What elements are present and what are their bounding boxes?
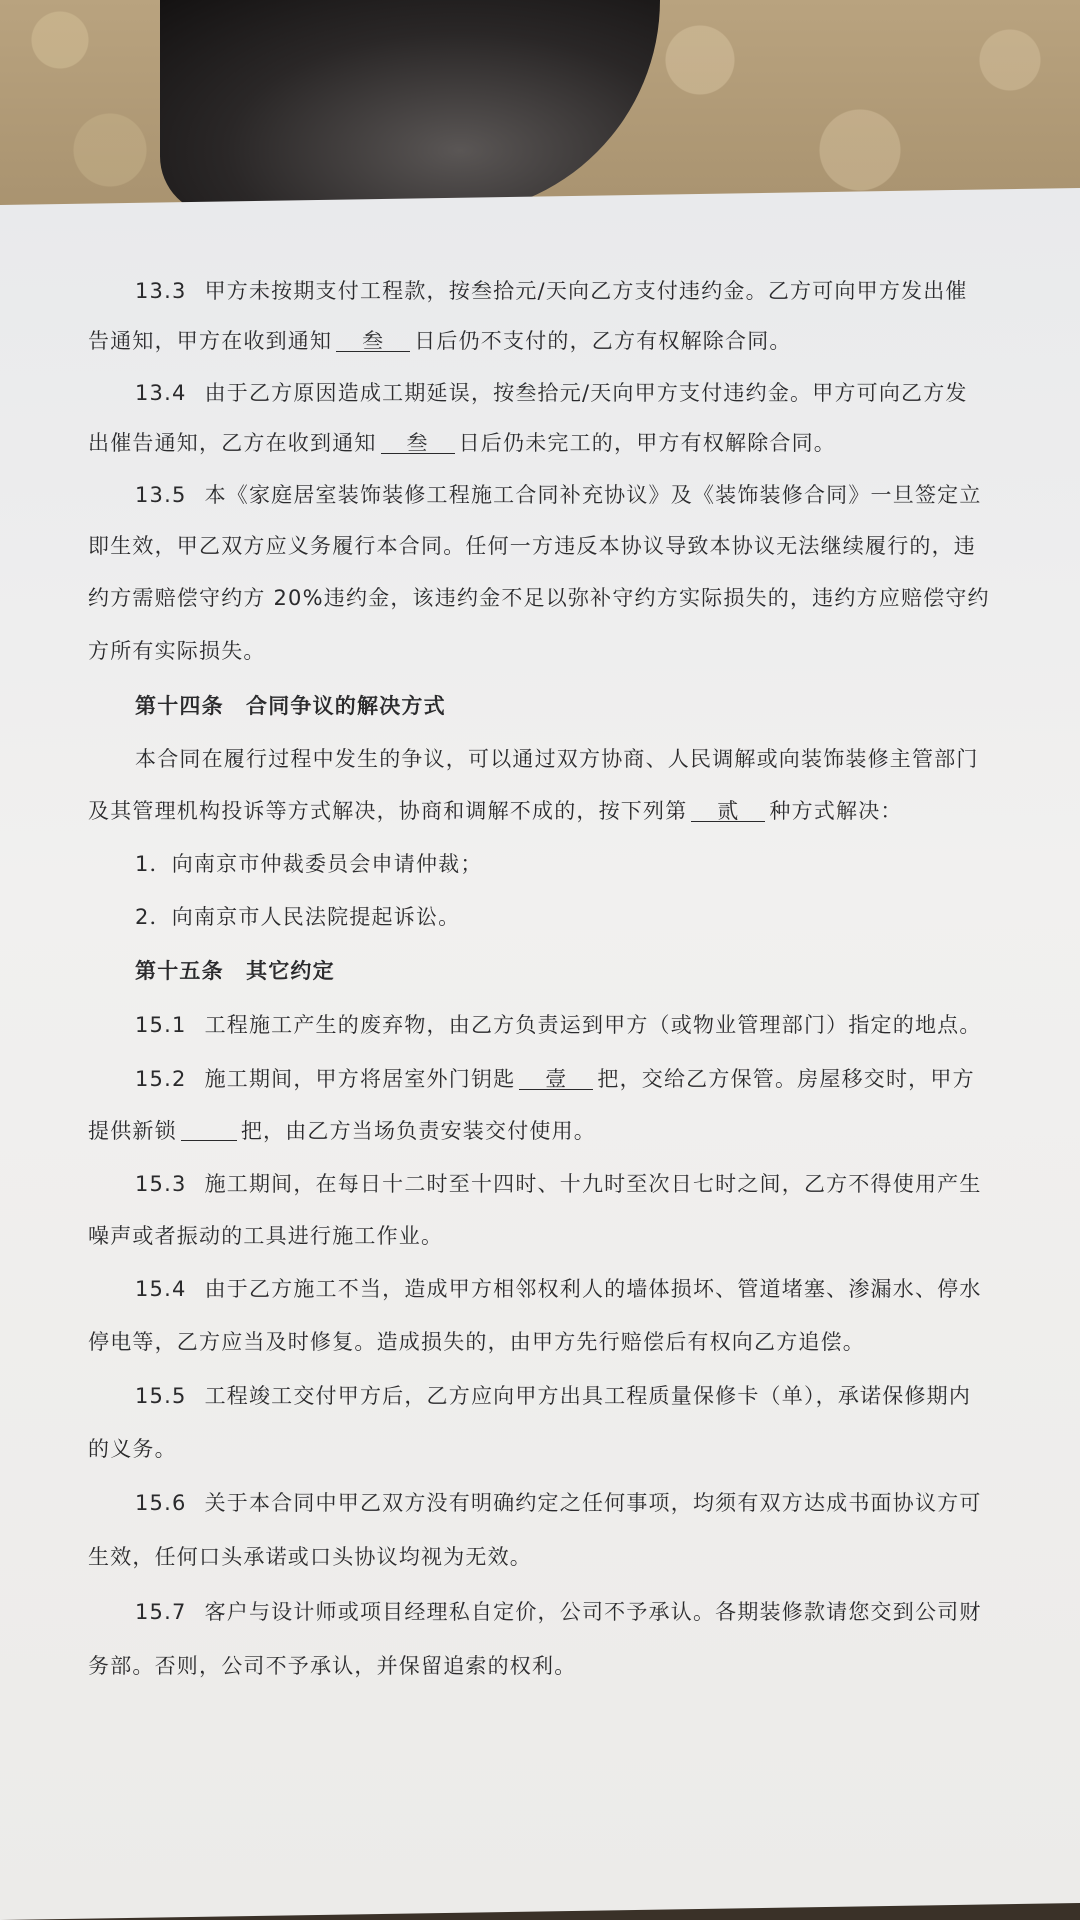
clause-13-4-line-2	[88, 427, 836, 457]
clause-text: 本《家庭居室装饰装修工程施工合同补充协议》及《装饰装修合同》一旦签定立	[204, 483, 982, 507]
dispute-option-1: 1．向南京市仲裁委员会申请仲裁；	[135, 852, 483, 876]
clause-number: 15.3	[135, 1172, 187, 1196]
clause-text: 日后仍不支付的，乙方有权解除合同。	[414, 329, 792, 353]
clause-15-2-line-2	[88, 1115, 596, 1145]
clause-13-5-line-2: 即生效，甲乙双方应义务履行本合同。任何一方违反本协议导致本协议无法继续履行的，违	[88, 534, 976, 558]
fill-blank: 叁	[381, 433, 455, 454]
clause-13-4-line-1	[135, 377, 968, 407]
clause-text: 施工期间，在每日十二时至十四时、十九时至次日七时之间，乙方不得使用产生	[204, 1172, 982, 1196]
clause-number: 15.6	[135, 1491, 187, 1515]
clause-text: 把，由乙方当场负责安装交付使用。	[240, 1119, 597, 1143]
clause-15-7-line-2: 务部。否则，公司不予承认，并保留追索的权利。	[88, 1654, 577, 1678]
clause-15-2-line-1	[135, 1063, 975, 1093]
clause-15-6-line-2: 生效，任何口头承诺或口头协议均视为无效。	[88, 1545, 532, 1569]
clause-text: 工程施工产生的废弃物，由乙方负责运到甲方（或物业管理部门）指定的地点。	[204, 1013, 982, 1037]
clause-number: 15.2	[135, 1067, 187, 1091]
article-14-title: 第十四条 合同争议的解决方式	[135, 694, 446, 718]
contract-page	[0, 205, 1080, 1920]
clause-text: 施工期间，甲方将居室外门钥匙	[204, 1067, 516, 1091]
fill-blank: 叁	[336, 331, 410, 352]
clause-number: 13.4	[135, 381, 187, 405]
dispute-option-2: 2．向南京市人民法院提起诉讼。	[135, 905, 461, 929]
clause-text: 关于本合同中甲乙双方没有明确约定之任何事项，均须有双方达成书面协议方可	[204, 1491, 982, 1515]
clause-15-4-line-1	[135, 1273, 982, 1303]
clause-15-7-line-1	[135, 1596, 982, 1626]
clause-number: 13.3	[135, 279, 187, 303]
fill-blank-empty	[181, 1120, 237, 1141]
clause-text: 工程竣工交付甲方后，乙方应向甲方出具工程质量保修卡（单），承诺保修期内	[204, 1384, 972, 1408]
clause-15-4-line-2: 停电等，乙方应当及时修复。造成损失的，由甲方先行赔偿后有权向乙方追偿。	[88, 1330, 865, 1354]
clause-13-5-line-4: 方所有实际损失。	[88, 639, 266, 663]
clause-15-5-line-2: 的义务。	[88, 1437, 177, 1461]
clause-text: 由于乙方施工不当，造成甲方相邻权利人的墙体损坏、管道堵塞、渗漏水、停水	[204, 1277, 982, 1301]
clause-text: 日后仍未完工的，甲方有权解除合同。	[458, 431, 837, 455]
article-14-line-2	[88, 795, 903, 825]
clause-number: 15.5	[135, 1384, 187, 1408]
clause-15-6-line-1	[135, 1487, 982, 1517]
clause-text: 提供新锁	[88, 1119, 177, 1143]
clause-text: 告通知，甲方在收到通知	[88, 329, 333, 353]
clause-15-3-line-2: 噪声或者振动的工具进行施工作业。	[88, 1224, 444, 1248]
clause-number: 15.7	[135, 1600, 187, 1624]
clause-text: 出催告通知，乙方在收到通知	[88, 431, 377, 455]
article-14-line-1: 本合同在履行过程中发生的争议，可以通过双方协商、人民调解或向装饰装修主管部门	[135, 747, 979, 771]
clause-number: 13.5	[135, 483, 187, 507]
clause-13-5-line-3: 约方需赔偿守约方 20%违约金，该违约金不足以弥补守约方实际损失的，违约方应赔偿守约	[88, 586, 990, 610]
clause-15-1-line-1	[135, 1009, 982, 1039]
clause-number: 15.4	[135, 1277, 187, 1301]
clause-15-3-line-1	[135, 1168, 982, 1198]
clause-text: 种方式解决：	[769, 799, 903, 823]
clause-number: 15.1	[135, 1013, 187, 1037]
fill-blank: 贰	[691, 801, 765, 822]
clause-text: 由于乙方原因造成工期延误，按叁拾元/天向甲方支付违约金。甲方可向乙方发	[204, 381, 968, 405]
clause-text: 及其管理机构投诉等方式解决，协商和调解不成的，按下列第	[88, 799, 688, 823]
clause-13-5-line-1	[135, 479, 982, 509]
clause-13-3-line-2	[88, 325, 792, 355]
clause-13-3-line-1	[135, 275, 968, 305]
clause-text: 甲方未按期支付工程款，按叁拾元/天向乙方支付违约金。乙方可向甲方发出催	[204, 279, 968, 303]
clause-15-5-line-1	[135, 1380, 971, 1410]
article-15-title: 第十五条 其它约定	[135, 959, 335, 983]
clause-text: 客户与设计师或项目经理私自定价，公司不予承认。各期装修款请您交到公司财	[204, 1600, 982, 1624]
clause-text: 把，交给乙方保管。房屋移交时，甲方	[597, 1067, 975, 1091]
fill-blank: 壹	[519, 1069, 593, 1090]
